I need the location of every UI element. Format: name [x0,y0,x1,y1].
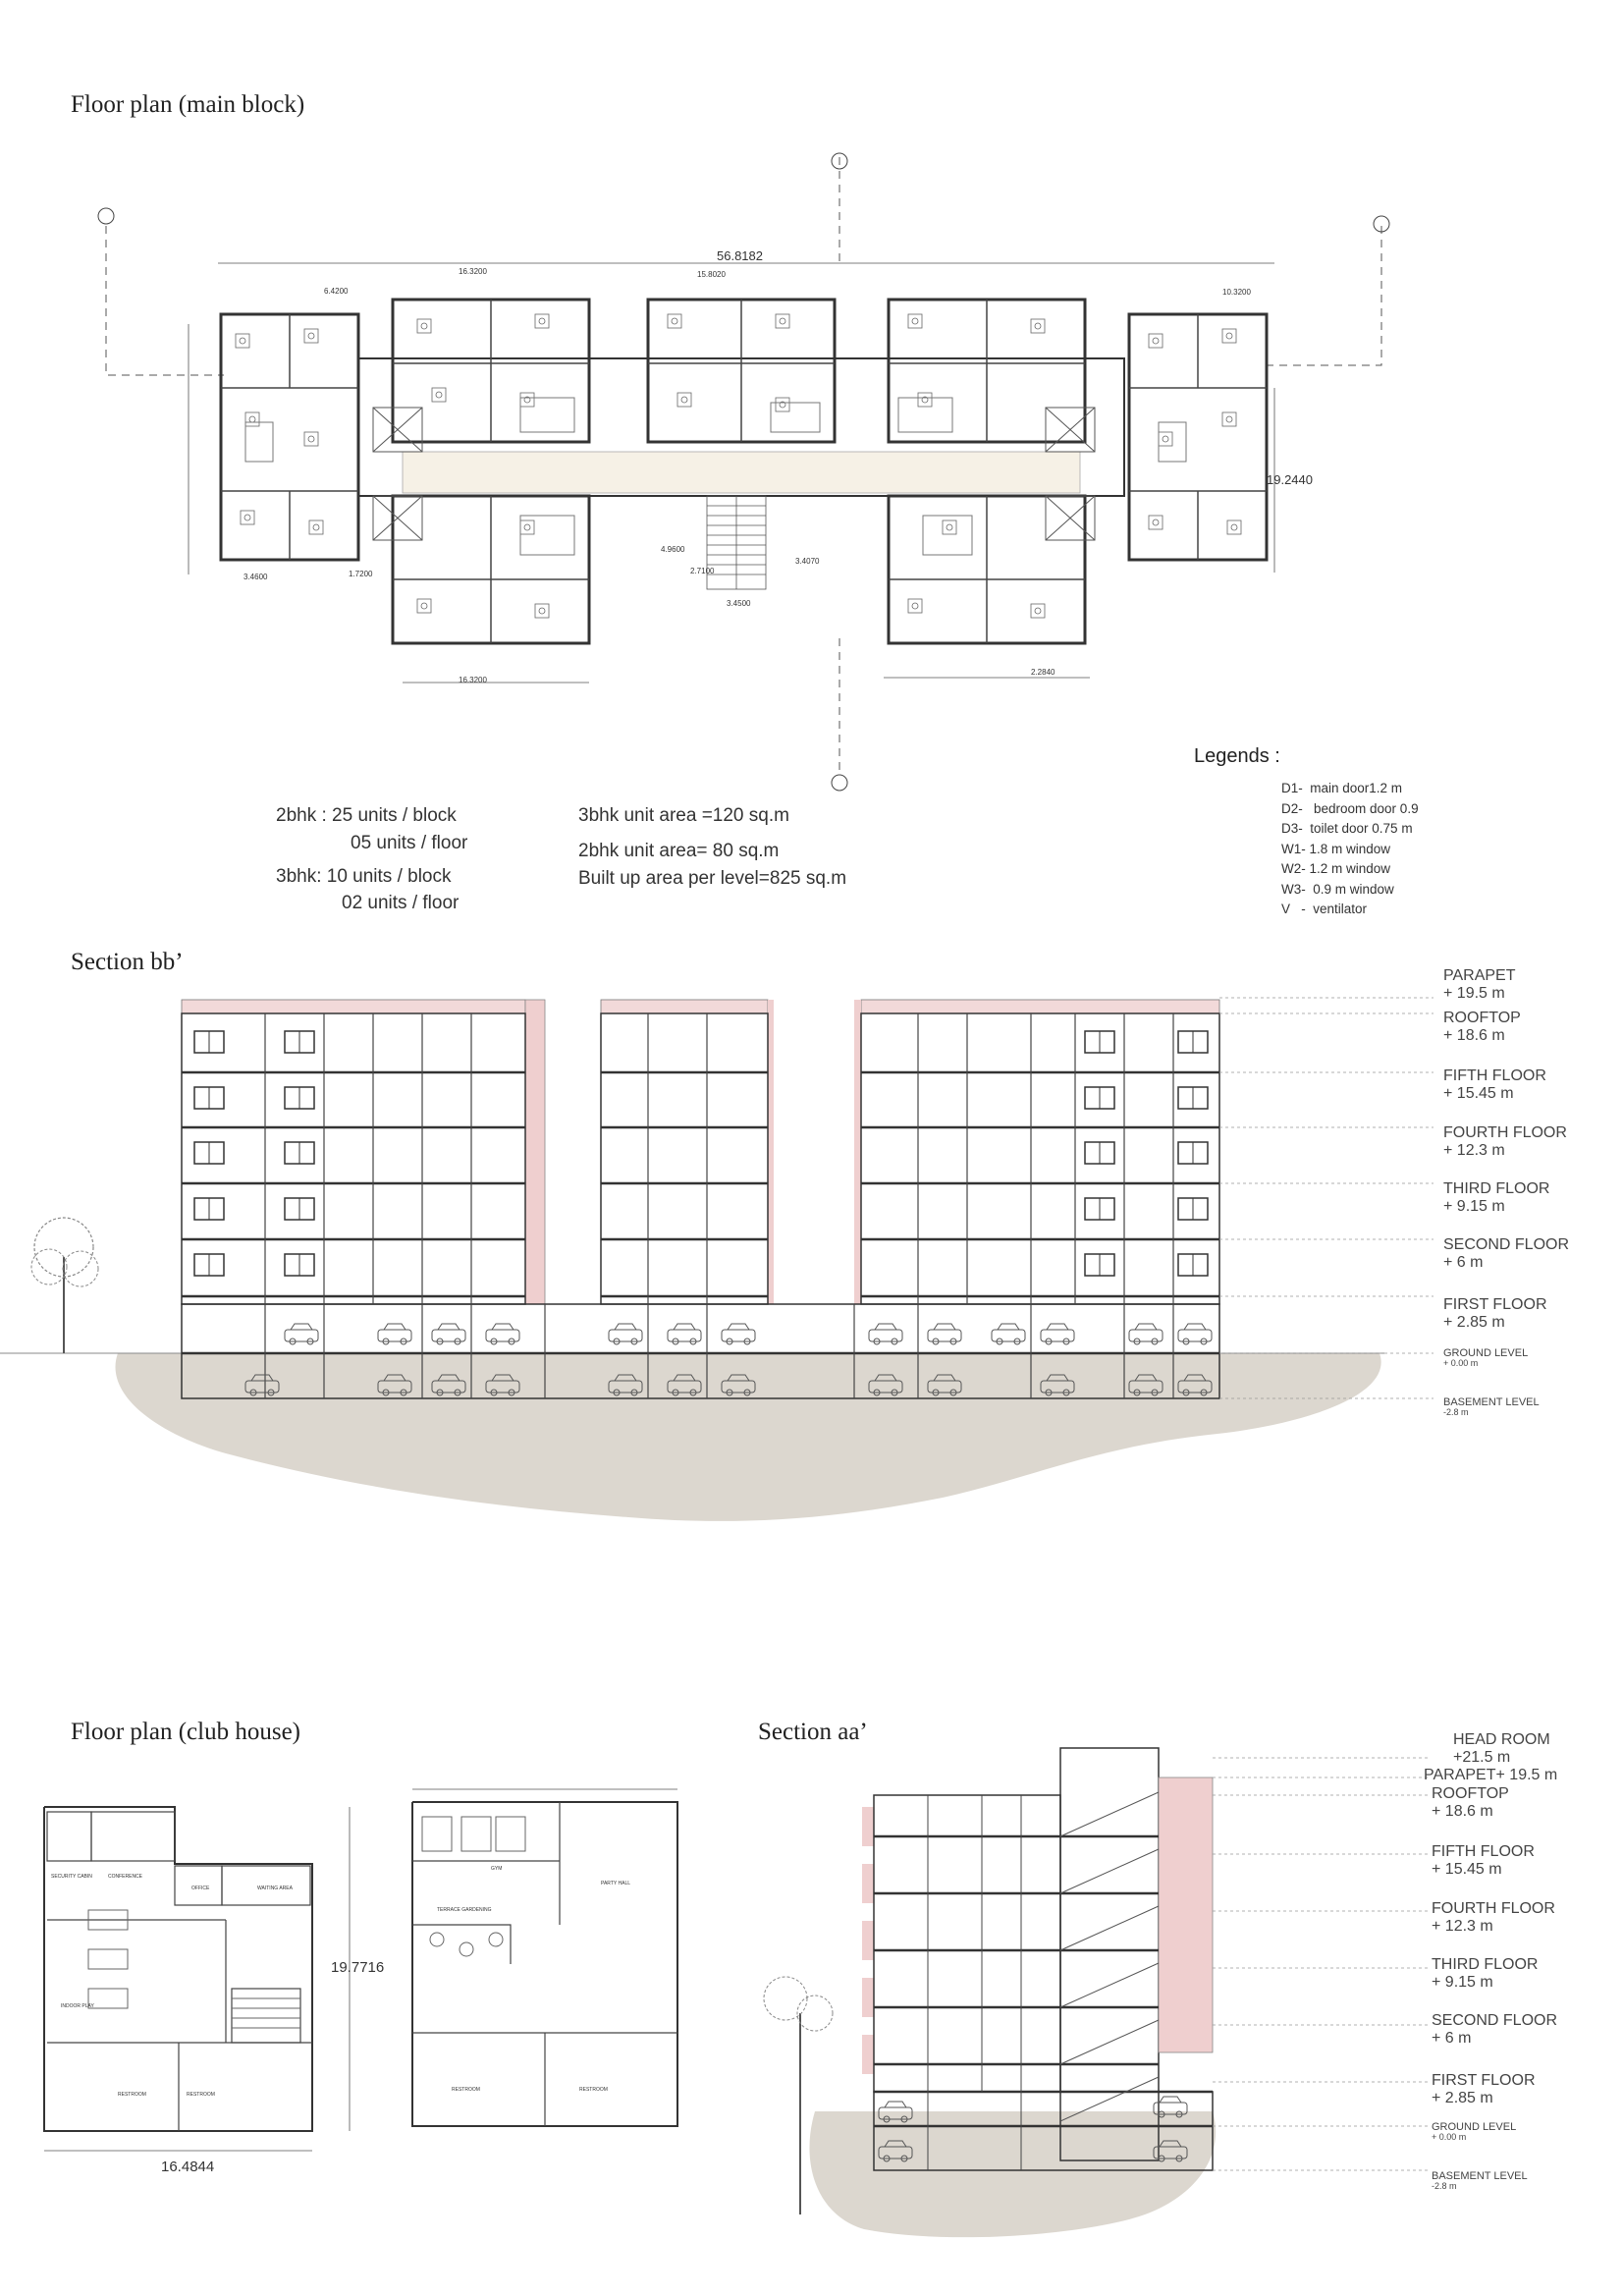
svg-text:19.2440: 19.2440 [1267,472,1313,487]
level-third: THIRD FLOOR + 9.15 m [1432,1956,1539,1991]
room-label: RESTROOM [187,2092,215,2098]
legend-list [1281,779,1419,920]
dim-label: 2.7100 [690,567,715,575]
legend-item: D3- toilet door 0.75 m [1281,821,1413,836]
room-label: PARTY HALL [601,1881,631,1886]
legend-item: W2- 1.2 m window [1281,861,1391,876]
level-rooftop: ROOFTOP + 18.6 m [1432,1785,1509,1820]
level-third: THIRD FLOOR + 9.15 m [1443,1180,1550,1215]
stat-3bhk-block: 3bhk: 10 units / block [276,866,452,887]
room-label: RESTROOM [579,2087,608,2093]
dim-label: 4.9600 [661,545,685,554]
club-depth-dim: 19.7716 [331,1959,385,1976]
level-fifth: FIFTH FLOOR + 15.45 m [1443,1067,1546,1102]
room-label: SECURITY CABIN [51,1874,92,1880]
dim-label: 15.8020 [697,270,726,279]
room-label: CONFERENCE [108,1874,143,1880]
level-head-room: HEAD ROOM +21.5 m [1453,1731,1550,1766]
section-aa-drawing [764,1748,1429,2237]
level-ground: GROUND LEVEL + 0.00 m [1443,1347,1529,1369]
level-first: FIRST FLOOR + 2.85 m [1432,2072,1536,2106]
tree-icon [31,1218,98,1353]
room-label: TERRACE GARDENING [437,1907,492,1913]
club-width-dim: 16.4844 [161,2159,215,2175]
level-first: FIRST FLOOR + 2.85 m [1443,1296,1547,1331]
level-fourth: FOURTH FLOOR + 12.3 m [1443,1124,1567,1159]
svg-text:56.8182: 56.8182 [717,248,763,263]
dim-label: 1.7200 [349,570,373,578]
stat-builtup: Built up area per level=825 sq.m [578,868,847,889]
room-label: RESTROOM [452,2087,480,2093]
stat-2bhk-area: 2bhk unit area= 80 sq.m [578,841,780,861]
title-floor-plan-main: Floor plan (main block) [71,91,305,118]
stat-2bhk-floor: 05 units / floor [351,833,468,853]
dim-label: 6.4200 [324,287,349,296]
level-basement: BASEMENT LEVEL -2.8 m [1443,1396,1540,1418]
room-label: INDOOR PLAY [61,2003,94,2009]
main-block-floor-plan [98,153,1389,791]
dim-label: 3.4500 [727,599,751,608]
stat-2bhk-block: 2bhk : 25 units / block [276,805,457,826]
stat-3bhk-floor: 02 units / floor [342,893,460,913]
level-parapet: PARAPET+ 19.5 m [1424,1767,1558,1783]
title-section-aa: Section aa’ [758,1719,868,1745]
legend-title: Legends : [1194,745,1280,767]
level-fifth: FIFTH FLOOR + 15.45 m [1432,1843,1535,1878]
title-section-bb: Section bb’ [71,949,184,975]
room-label: RESTROOM [118,2092,146,2098]
level-second: SECOND FLOOR + 6 m [1432,2012,1558,2047]
dim-label: 16.3200 [459,676,487,684]
room-label: WAITING AREA [257,1886,293,1891]
level-fourth: FOURTH FLOOR + 12.3 m [1432,1900,1555,1935]
legend-item: D1- main door1.2 m [1281,781,1403,795]
room-label: GYM [491,1866,503,1872]
legend-item: V - ventilator [1281,902,1368,916]
title-floor-plan-club: Floor plan (club house) [71,1719,300,1745]
level-second: SECOND FLOOR + 6 m [1443,1236,1570,1271]
legend-item: D2- bedroom door 0.9 [1281,800,1419,816]
stat-3bhk-area: 3bhk unit area =120 sq.m [578,805,789,826]
level-ground: GROUND LEVEL + 0.00 m [1432,2121,1517,2143]
legend-item: W3- 0.9 m window [1281,881,1394,897]
level-basement: BASEMENT LEVEL -2.8 m [1432,2170,1528,2192]
area-stats-left [276,805,457,827]
dim-label: 3.4070 [795,557,820,566]
room-label: OFFICE [191,1886,210,1891]
dim-label: 2.2840 [1031,668,1055,677]
dim-label: 3.4600 [243,573,268,581]
level-rooftop: ROOFTOP + 18.6 m [1443,1010,1521,1044]
section-bb-drawing [0,998,1434,1521]
level-parapet: PARAPET + 19.5 m [1443,967,1516,1002]
legend-item: W1- 1.8 m window [1281,841,1391,856]
dim-label: 10.3200 [1222,288,1251,297]
dim-label: 16.3200 [459,267,487,276]
